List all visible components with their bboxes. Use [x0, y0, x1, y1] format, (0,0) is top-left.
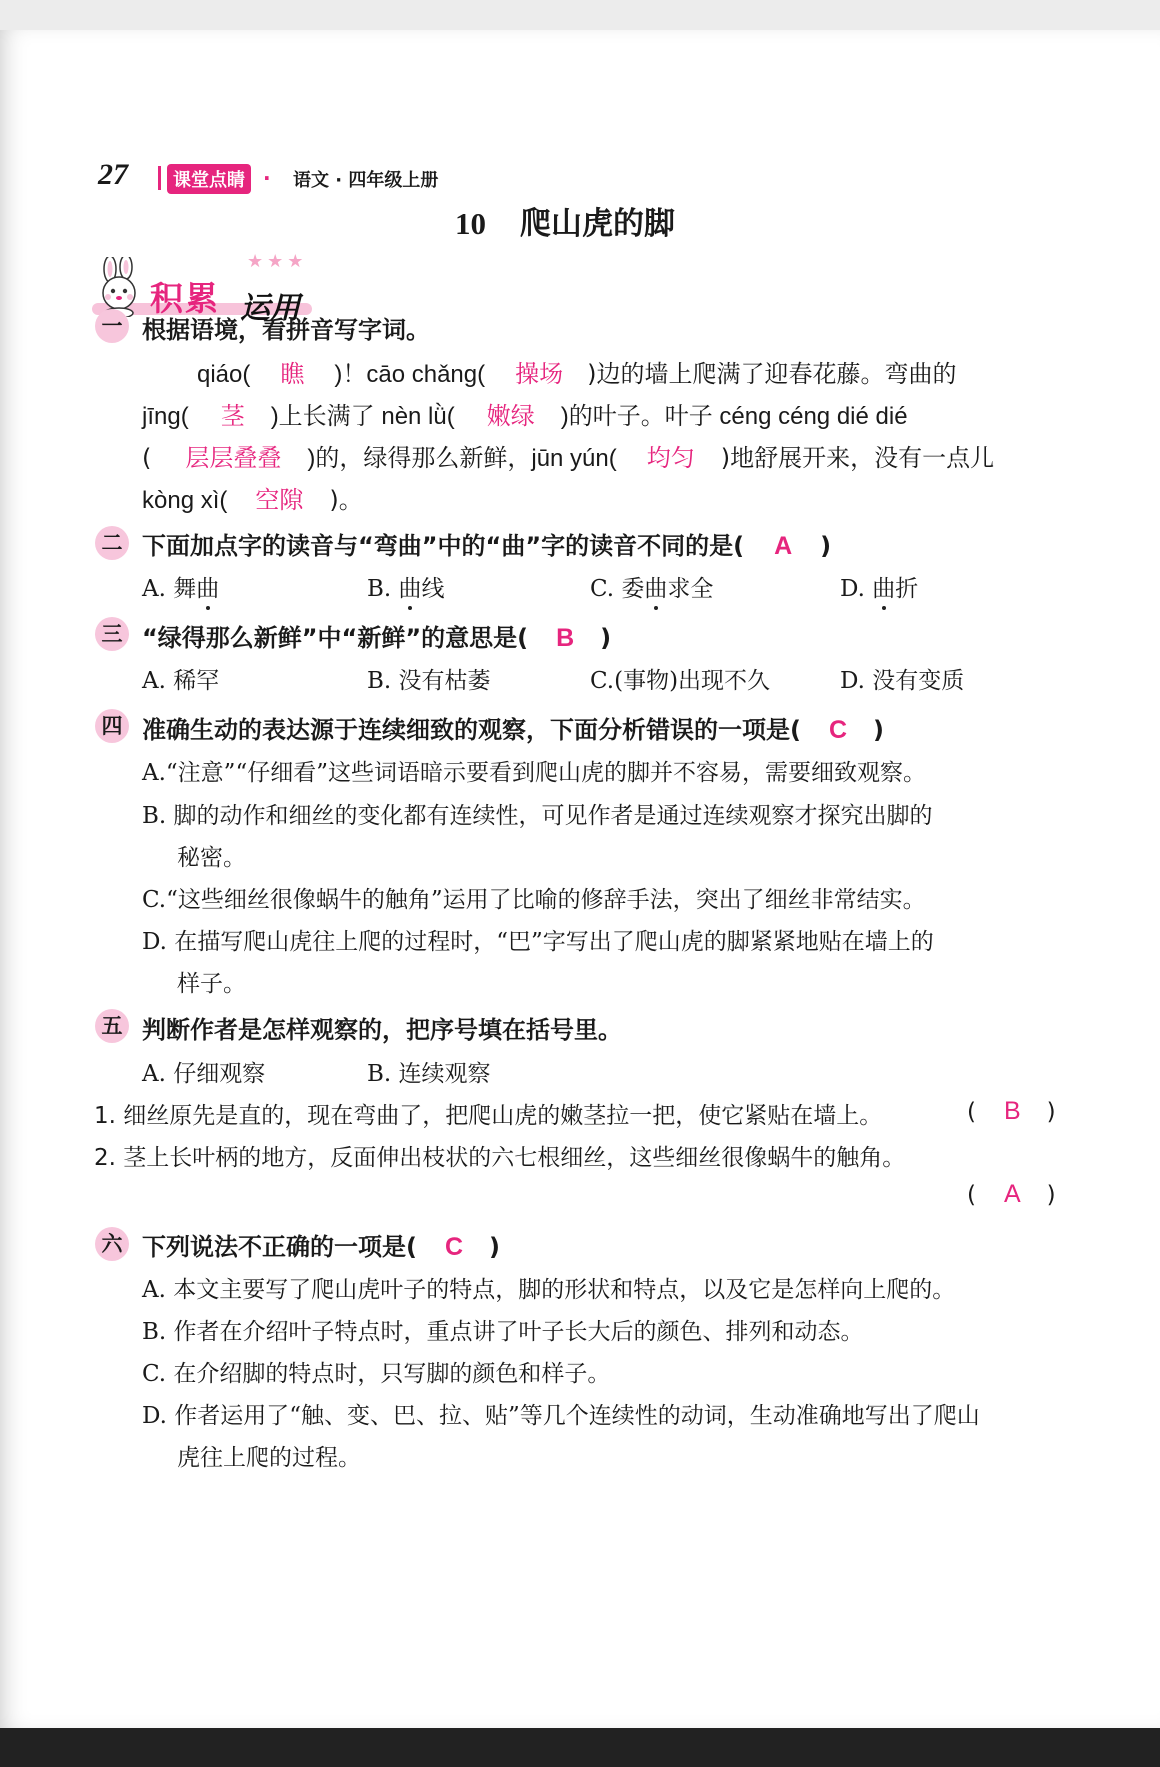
bottom-edge [0, 1728, 1160, 1767]
q1-line-3 [142, 438, 994, 473]
q6-paren-close: ) [489, 1233, 500, 1261]
q1-text-4: )的叶子。叶子 céng céng dié dié [560, 403, 908, 430]
header-subject: 语文 · 四年级上册 [293, 170, 439, 191]
bunny-icon [92, 257, 148, 317]
question-number-1: 一 [95, 309, 129, 343]
q4-paren-close: ) [873, 716, 884, 744]
q6-option-d-line2: 虎往上爬的过程。 [177, 1445, 361, 1471]
q5-item-2: 2. 茎上长叶柄的地方，反面伸出枝状的六七根细丝，这些细丝很像蜗牛的触角。 [94, 1145, 906, 1171]
q3-paren-close: ) [600, 624, 612, 652]
q1-line-4 [142, 480, 363, 515]
q3-option-d: D. 没有变质 [840, 668, 965, 694]
q1-text-5: )的，绿得那么新鲜，jūn yún( [307, 445, 617, 472]
lesson-title [455, 198, 675, 243]
q2-d-post: 折 [895, 576, 919, 602]
question-1-prompt: 根据语境，看拼音写字词。 [142, 316, 430, 344]
q1-pinyin-7: kòng xì( [142, 487, 228, 514]
star-icons: ★★★ [247, 251, 308, 272]
q5-item-2-open: ( [967, 1182, 976, 1208]
q2-d-dotted: 曲 [872, 576, 896, 602]
q2-b-pre: B. [367, 576, 399, 602]
q1-answer-2: 操场 [515, 360, 564, 388]
question-6-prompt [142, 1227, 500, 1262]
q2-option-d [840, 570, 918, 603]
q2-b-dotted: 曲 [398, 576, 422, 602]
banner-left-text: 积累 [150, 279, 220, 318]
q2-c-post: 求全 [667, 576, 714, 602]
question-3-prompt [142, 618, 611, 653]
q5-item-2-answer [967, 1180, 1056, 1209]
q1-line-1 [197, 354, 957, 389]
q5-item-2-answer-value: A [1003, 1180, 1021, 1208]
q5-option-b: B. 连续观察 [367, 1061, 491, 1087]
q6-answer: C [444, 1233, 464, 1261]
q4-option-c: C.“这些细丝很像蜗牛的触角”运用了比喻的修辞手法，突出了细丝非常结实。 [142, 887, 926, 913]
workbook-page [0, 30, 1160, 1728]
top-edge [0, 0, 1160, 30]
q4-option-a: A.“注意”“仔细看”这些词语暗示要看到爬山虎的脚并不容易，需要细致观察。 [142, 760, 926, 786]
lesson-number: 10 [455, 206, 486, 241]
q4-prompt-text: 准确生动的表达源于连续细致的观察，下面分析错误的一项是( [142, 716, 801, 744]
q5-item-2-close: ) [1046, 1182, 1056, 1208]
question-5-prompt: 判断作者是怎样观察的，把序号填在括号里。 [142, 1016, 622, 1044]
q1-line-2 [142, 396, 908, 431]
q2-c-dotted: 曲 [644, 576, 668, 602]
header-dot: · [263, 166, 271, 190]
q5-item-1-close: ) [1046, 1099, 1056, 1125]
q2-paren-close: ) [820, 532, 832, 560]
q2-prompt-text: 下面加点字的读音与“弯曲”中的“曲”字的读音不同的是( [142, 532, 745, 560]
q4-option-d-line2: 样子。 [177, 971, 246, 997]
q3-option-b: B. 没有枯萎 [367, 668, 491, 694]
q1-text-7: )。 [329, 486, 363, 514]
q5-item-1-answer [967, 1097, 1056, 1126]
question-number-2: 二 [95, 526, 129, 560]
q3-option-a: A. 稀罕 [142, 668, 220, 694]
q1-answer-4: 嫩绿 [486, 402, 535, 430]
q4-answer: C [828, 716, 848, 744]
q1-text-6: )地舒展开来，没有一点儿 [720, 444, 995, 472]
q5-item-1-answer-value: B [1003, 1097, 1021, 1125]
q6-prompt-text: 下列说法不正确的一项是( [142, 1233, 417, 1261]
q1-text-1: )！cāo chǎng( [334, 361, 486, 388]
q4-option-d-line1: D. 在描写爬山虎往上爬的过程时，“巴”字写出了爬山虎的脚紧紧地贴在墙上的 [142, 929, 934, 955]
q2-a-pre: A. 舞 [142, 576, 197, 602]
page-number: 27 [98, 158, 128, 191]
q1-answer-5: 层层叠叠 [185, 444, 282, 472]
q5-item-1: 1. 细丝原先是直的，现在弯曲了，把爬山虎的嫩茎拉一把，使它紧贴在墙上。 [94, 1103, 883, 1129]
question-2-prompt [142, 526, 831, 561]
q4-option-b-line1: B. 脚的动作和细丝的变化都有连续性，可见作者是通过连续观察才探究出脚的 [142, 803, 933, 829]
q5-item-1-open: ( [967, 1099, 976, 1125]
q1-answer-3: 茎 [220, 402, 245, 430]
q1-text-2: )边的墙上爬满了迎春花藤。弯曲的 [587, 360, 957, 388]
q2-option-c [590, 570, 713, 603]
q3-answer: B [556, 624, 575, 652]
q5-option-a: A. 仔细观察 [142, 1061, 266, 1087]
q6-option-d-line1: D. 作者运用了“触、变、巴、拉、贴”等几个连续性的动词，生动准确地写出了爬山 [142, 1403, 980, 1429]
q1-pinyin-2: jīng( [142, 403, 189, 430]
q1-answer-1: 瞧 [280, 360, 305, 388]
q4-option-b-line2: 秘密。 [177, 845, 246, 871]
q3-prompt-text: “绿得那么新鲜”中“新鲜”的意思是( [142, 624, 529, 652]
q6-option-a: A. 本文主要写了爬山虎叶子的特点，脚的形状和特点，以及它是怎样向上爬的。 [142, 1277, 956, 1303]
question-number-6: 六 [95, 1227, 129, 1261]
q2-answer: A [774, 532, 793, 560]
q1-pinyin-1: qiáo( [197, 361, 251, 388]
q2-c-pre: C. 委 [590, 576, 645, 602]
q1-paren-open: ( [142, 444, 152, 472]
q3-option-c: C.(事物)出现不久 [590, 668, 771, 694]
q2-option-a [142, 570, 219, 603]
lesson-name: 爬山虎的脚 [520, 206, 675, 242]
q2-option-b [367, 570, 445, 603]
header-divider [158, 166, 161, 190]
question-4-prompt [142, 710, 884, 745]
q1-text-3: )上长满了 nèn lǜ( [270, 403, 455, 430]
q2-a-dotted: 曲 [196, 576, 220, 602]
q1-answer-7: 空隙 [255, 486, 304, 514]
q2-b-post: 线 [421, 576, 445, 602]
banner-right-text: 运用 [240, 291, 300, 326]
q6-option-b: B. 作者在介绍叶子特点时，重点讲了叶子长大后的颜色、排列和动态。 [142, 1319, 864, 1345]
question-number-4: 四 [95, 709, 129, 743]
brand-tag: 课堂点睛 [167, 164, 251, 194]
q1-answer-6: 均匀 [646, 444, 695, 472]
question-number-5: 五 [95, 1009, 129, 1043]
question-number-3: 三 [95, 617, 129, 651]
q2-d-pre: D. [840, 576, 873, 602]
q6-option-c: C. 在介绍脚的特点时，只写脚的颜色和样子。 [142, 1361, 611, 1387]
